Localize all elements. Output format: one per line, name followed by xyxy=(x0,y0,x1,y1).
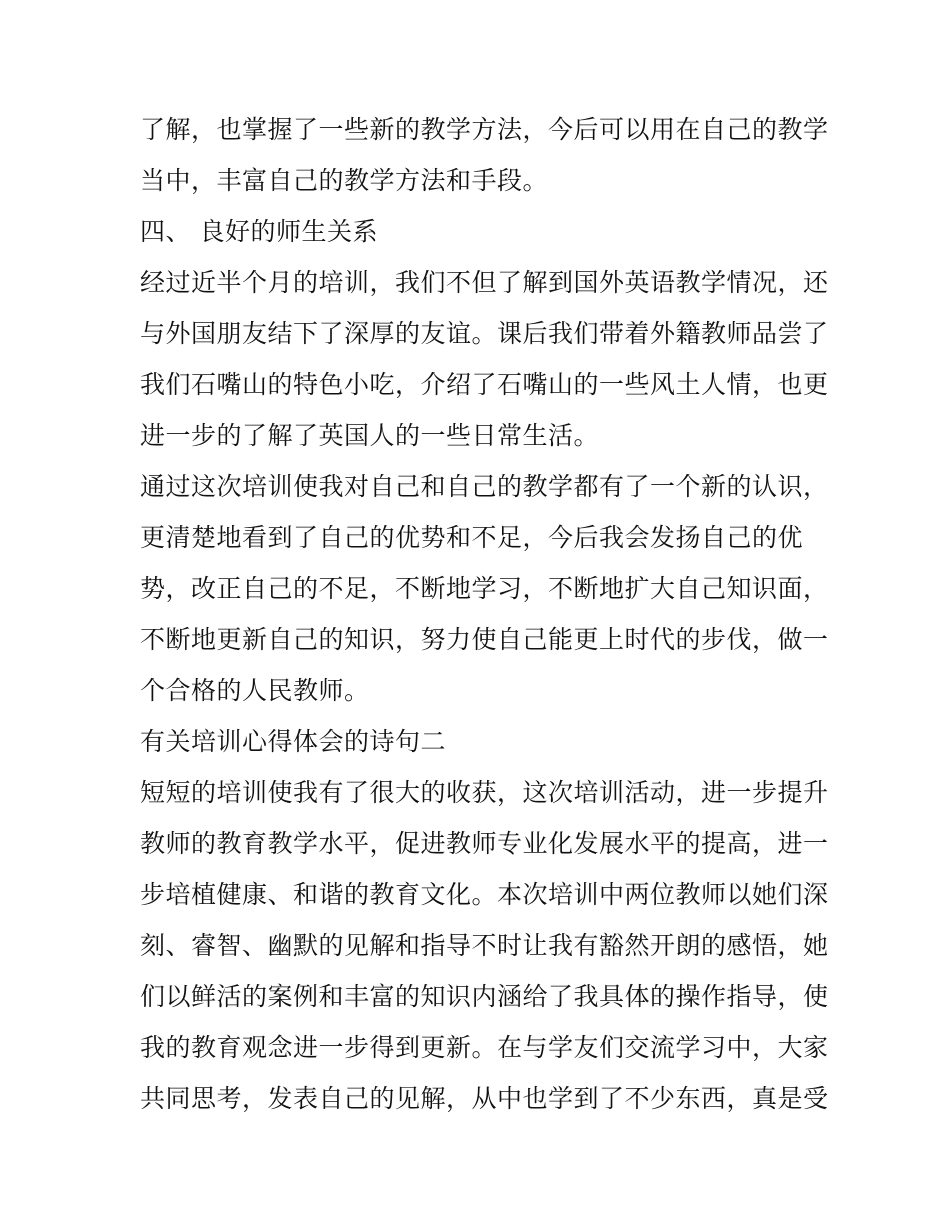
text-line: 进一步的了解了英国人的一些日常生活。 xyxy=(140,421,600,450)
text-line: 经过近半个月的培训，我们不但了解到国外英语教学情况，还 xyxy=(140,268,829,297)
text-line: 更清楚地看到了自己的优势和不足，今后我会发扬自己的优 xyxy=(140,523,804,552)
section-heading: 有关培训心得体会的诗句二 xyxy=(140,727,447,756)
text-line: 了解，也掌握了一些新的教学方法，今后可以用在自己的教学 xyxy=(140,115,829,144)
text-line: 个合格的人民教师。 xyxy=(140,676,370,705)
text-line: 不断地更新自己的知识，努力使自己能更上时代的步伐，做一 xyxy=(140,625,829,654)
text-line: 我们石嘴山的特色小吃，介绍了石嘴山的一些风土人情，也更 xyxy=(140,370,829,399)
text-line: 们以鲜活的案例和丰富的知识内涵给了我具体的操作指导，使 xyxy=(140,982,829,1011)
text-line: 我的教育观念进一步得到更新。在与学友们交流学习中，大家 xyxy=(140,1033,829,1062)
section-heading: 四、 良好的师生关系 xyxy=(140,217,378,246)
text-line: 短短的培训使我有了很大的收获，这次培训活动，进一步提升 xyxy=(140,778,829,807)
text-line: 步培植健康、和谐的教育文化。本次培训中两位教师以她们深 xyxy=(140,880,829,909)
text-line: 当中，丰富自己的教学方法和手段。 xyxy=(140,166,549,195)
text-line: 通过这次培训使我对自己和自己的教学都有了一个新的认识， xyxy=(140,472,829,501)
text-line: 与外国朋友结下了深厚的友谊。课后我们带着外籍教师品尝了 xyxy=(140,319,829,348)
text-line: 势，改正自己的不足，不断地学习，不断地扩大自己知识面， xyxy=(140,574,829,603)
text-line: 教师的教育教学水平，促进教师专业化发展水平的提高，进一 xyxy=(140,829,829,858)
text-line: 刻、睿智、幽默的见解和指导不时让我有豁然开朗的感悟，她 xyxy=(140,931,829,960)
text-line: 共同思考，发表自己的见解，从中也学到了不少东西，真是受 xyxy=(140,1084,829,1113)
